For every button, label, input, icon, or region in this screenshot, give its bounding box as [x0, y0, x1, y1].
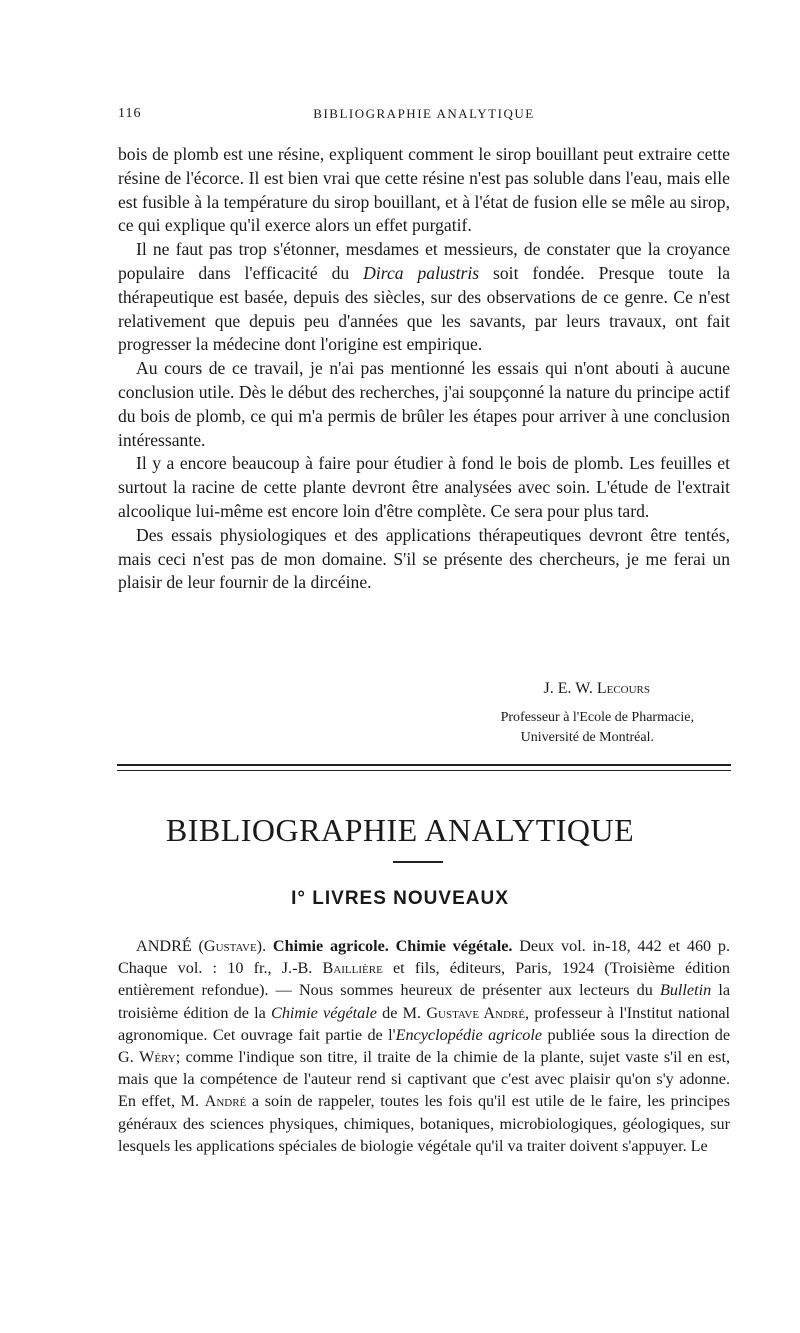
- affiliation-line-2: Université de Montréal.: [520, 730, 654, 745]
- article-body: [118, 143, 730, 595]
- author-name: J. E. W. Lecours: [543, 680, 650, 697]
- species-name: Dirca palustris: [363, 262, 480, 283]
- paragraph-4: Il y a encore beaucoup à faire pour étudier à fond le bois de plomb. Les feuilles et surtout la racine de cette plante devront être analysées avec soin. L'étude de l'extrait alcoolique lui-même est encore loin d'être complète. Ce sera pour plus tard.: [118, 453, 730, 521]
- section-divider-top: [117, 764, 731, 766]
- title-underline: [393, 861, 443, 863]
- book-title: Chimie agricole. Chimie végétale.: [272, 937, 513, 955]
- running-title: BIBLIOGRAPHIE ANALYTIQUE: [313, 106, 535, 121]
- paragraph-3: Au cours de ce travail, je n'ai pas mentionné les essais qui n'ont abouti à aucune conclusion utile. Dès le début des recherches, j'ai soupçonné la nature du principe actif du bois de plomb, ce qui m'a permis de brûler les étapes pour arriver à une conclusion intéressante.: [118, 358, 730, 450]
- section-divider-bottom: [117, 770, 731, 771]
- page-number: 116: [118, 106, 142, 121]
- affiliation-line-1: Professeur à l'Ecole de Pharmacie,: [500, 710, 694, 725]
- review-paragraph: ANDRÉ (Gustave). Chimie agricole. Chimie végétale. Deux vol. in-18, 442 et 460 p. Chaque vol. : 10 fr., J.-B. Baillière et fils, éditeurs, Paris, 1924 (Troisième édition entièrement refondue). — Nous sommes heureux de présenter aux lecteurs du Bulletin la troisième édition de la Chimie végétale de M. Gustave André, professeur à l'Institut national agronomique. Cet ouvrage fait partie de l'Encyclopédie agricole publiée sous la direction de G. Wéry; comme l'indique son titre, il traite de la chimie de la plante, sujet vaste s'il en est, mais que la compétence de l'auteur rend si captivant que c'est avec plaisir qu'on s'y adonne. En effet, M. André a soin de rappeler, toutes les fois qu'il est utile de le faire, les principes généraux des sciences physiques, chimiques, botaniques, microbiologiques, géologiques, sur lesquels les applications spéciales de biologie végétale qu'il va traiter doivent s'appuyer. Le: [118, 937, 731, 1155]
- paragraph-1: bois de plomb est une résine, expliquent comment le sirop bouillant peut extraire cette résine de l'écorce. Il est bien vrai que cette résine n'est pas soluble dans l'eau, mais elle est fusible à la température du sirop bouillant, et à l'état de fusion elle se mêle au sirop, ce qui explique qu'il exerce alors un effet purgatif.: [118, 144, 730, 236]
- paragraph-5: Des essais physiologiques et des applications thérapeutiques devront être tentés, mais ceci n'est pas de mon domaine. S'il se présente des chercheurs, je me ferai un plaisir de leur fournir de la dircéine.: [118, 524, 730, 593]
- section-title: BIBLIOGRAPHIE ANALYTIQUE: [165, 812, 635, 848]
- book-review: [118, 935, 730, 1157]
- paragraph-2: Il ne faut pas trop s'étonner, mesdames et messieurs, de constater que la croyance populaire dans l'efficacité du Dirca palustris soit fondée. Presque toute la thérapeutique est basée, depuis des siècles, sur des observations de ce genre. Ce n'est relativement que depuis peu d'années que les savants, par leurs travaux, ont fait progresser la médecine dont l'origine est empirique.: [118, 239, 731, 355]
- section-subtitle: I° LIVRES NOUVEAUX: [291, 888, 509, 909]
